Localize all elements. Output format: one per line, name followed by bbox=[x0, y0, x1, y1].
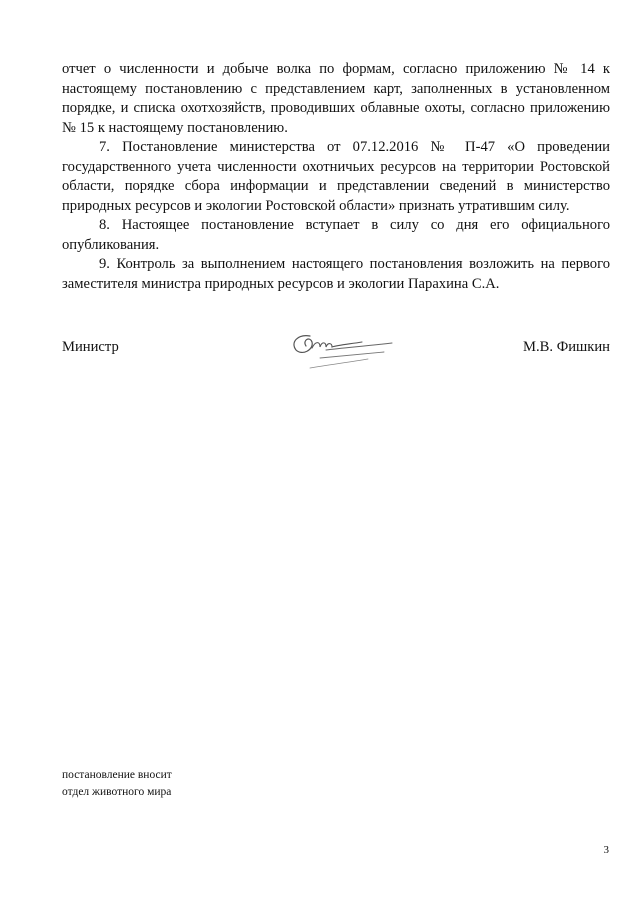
signature-block bbox=[62, 338, 610, 388]
paragraph-item-7: 7. Постановление министерства от 07.12.2016 № П-47 «О проведении государственного учета численности охотничьих ресурсов на территории Ростовской области, порядке сбора информации и представлении сведений в министерство природных ресурсов и экологии Ростовской области» признать утратившим силу. bbox=[62, 139, 610, 214]
document-body bbox=[62, 60, 610, 294]
handwritten-signature-icon bbox=[280, 328, 400, 376]
signatory-title: Министр bbox=[62, 339, 119, 355]
executor-note bbox=[62, 767, 172, 801]
paragraph-item-8: 8. Настоящее постановление вступает в силу со дня его официального опубликования. bbox=[62, 217, 610, 253]
paragraph-continuation: отчет о численности и добыче волка по формам, согласно приложению № 14 к настоящему постановлению с представлением карт, заполненных в установленном порядке, и списка охотхозяйств, проводивших облавные охоты, согласно приложению № 15 к настоящему постановлению. bbox=[62, 61, 610, 136]
paragraph-item-9: 9. Контроль за выполнением настоящего постановления возложить на первого заместителя министра природных ресурсов и экологии Парахина С.А. bbox=[62, 256, 610, 292]
page-number: 3 bbox=[603, 844, 609, 856]
executor-note-line-1: постановление вносит bbox=[62, 769, 172, 781]
signatory-name: М.В. Фишкин bbox=[523, 339, 610, 355]
executor-note-line-2: отдел животного мира bbox=[62, 786, 172, 798]
